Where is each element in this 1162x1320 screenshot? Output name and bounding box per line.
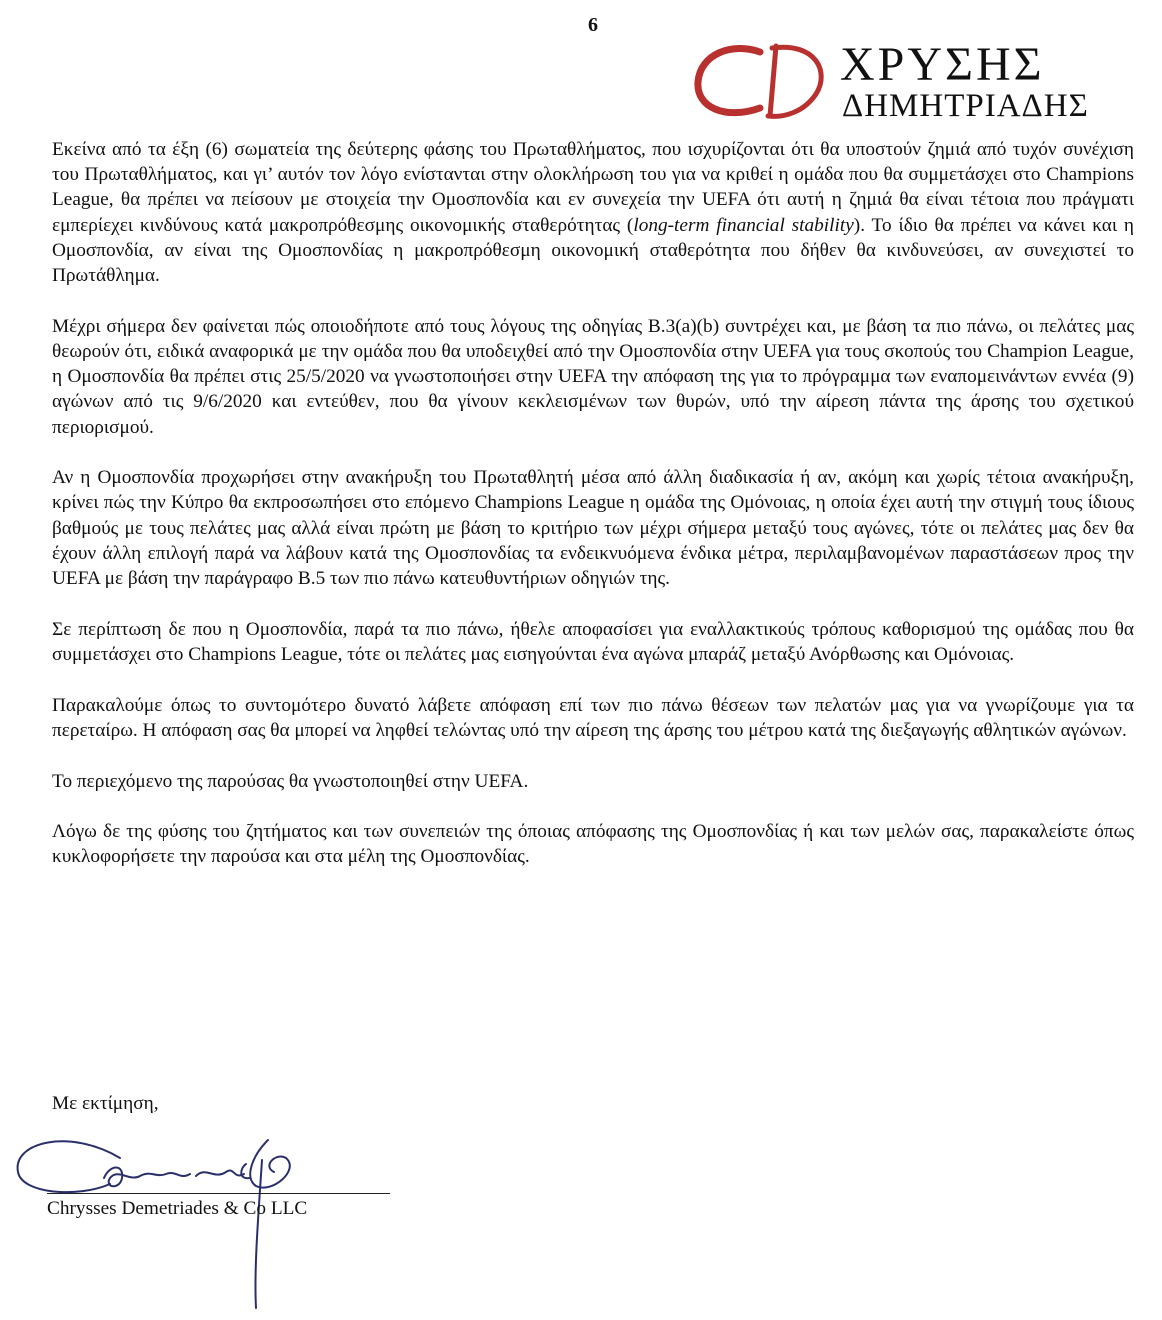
paragraph-5: Παρακαλούμε όπως το συντομότερο δυνατό λάβετε απόφαση επί των πιο πάνω θέσεων των πελατών μας για να γνωρίζουμε για τα περεταίρω. Η απόφαση σας θα μπορεί να ληφθεί τελώντας υπό την αίρεση της άρσης του μέτρου κατά της διεξαγωγής αθλητικών αγώνων. [52, 694, 1134, 741]
cd-monogram-icon [692, 38, 842, 124]
letterhead-logo [692, 38, 1142, 124]
firm-name-line1: ΧΡΥΣΗΣ [840, 38, 1045, 91]
emphasis-term: long-term financial stability [633, 214, 854, 236]
paragraph-2: Μέχρι σήμερα δεν φαίνεται πώς οποιοδήποτε από τους λόγους της οδηγίας Β.3(a)(b) συντρέχει και, με βάση τα πιο πάνω, οι πελάτες μας θεωρούν ότι, ειδικά αναφορικά με την ομάδα που θα υποδειχθεί από την Ομοσπονδία στην UEFA για τους σκοπούς του Champion League, η Ομοσπονδία θα πρέπει στις 25/5/2020 να γνωστοποιήσει στην UEFA την απόφαση της για το πρόγραμμα των εναπομεινάντων εννέα (9) αγώνων από τις 9/6/2020 και εντεύθεν, που θα γίνουν κεκλεισμένων των θυρών, υπό την αίρεση πάντα της άρσης του σχετικού περιορισμού. [52, 315, 1134, 438]
paragraph-7: Λόγω δε της φύσης του ζητήματος και των συνεπειών της όποιας απόφασης της Ομοσπονδίας ή και των μελών σας, παρακαλείστε όπως κυκλοφορήσετε την παρούσα και στα μέλη της Ομοσπονδίας. [52, 821, 1134, 868]
closing-salutation: Με εκτίμηση, [52, 1093, 159, 1114]
signer-name: Chrysses Demetriades & Co LLC [47, 1198, 308, 1219]
paragraph-3: Αν η Ομοσπονδία προχωρήσει στην ανακήρυξη του Πρωταθλητή μέσα από άλλη διαδικασία ή αν, ακόμη και χωρίς τέτοια ανακήρυξη, κρίνει πώς την Κύπρο θα εκπροσωπήσει στο επόμενο Champions League η ομάδα της Ομόνοιας, η οποία έχει αυτή την στιγμή τους ίδιους βαθμούς με τους πελάτες μας αλλά είναι πρώτη με βάση το κριτήριο των μέχρι σήμερα μεταξύ τους αγώνες, τότε οι πελάτες μας δεν θα έχουν άλλη επιλογή παρά να λάβουν κατά της Ομοσπονδίας τα ενδεικνυόμενα ένδικα μέτρα, περιλαμβανομένων παραστάσεων προς την UEFA με βάση την παράγραφο Β.5 των πιο πάνω κατευθυντήριων οδηγιών της. [52, 467, 1134, 590]
paragraph-1: Εκείνα από τα έξη (6) σωματεία της δεύτερης φάσης του Πρωταθλήματος, που ισχυρίζονται ότι θα υποστούν ζημιά από τυχόν συνέχιση του Πρωταθλήματος, και γι’ αυτόν τον λόγο ενίστανται στην ολοκλήρωση του για να κριθεί η ομάδα που θα συμμετάσχει στο Champions League, θα πρέπει να πείσουν με στοιχεία την Ομοσπονδία και εν συνεχεία την UEFA ότι αυτή η ζημιά θα είναι τέτοια που πράγματι εμπερίεχει κινδύνους κατά μακροπρόθεσμης οικονομικής σταθερότητας (long-term financial stability). Το ίδιο θα πρέπει να κάνει και η Ομοσπονδία, αν είναι της Ομοσπονδίας η μακροπρόθεσμη οικονομική σταθερότητα που δήθεν θα κινδυνεύσει, αν συνεχιστεί το Πρωτάθλημα. [52, 139, 1134, 287]
letter-body [52, 137, 1134, 870]
handwritten-signature [0, 1120, 320, 1320]
firm-name-line2: ΔΗΜΗΤΡΙΑΔΗΣ [842, 88, 1089, 124]
paragraph-4: Σε περίπτωση δε που η Ομοσπονδία, παρά τα πιο πάνω, ήθελε αποφασίσει για εναλλακτικούς τρόπους καθορισμού της ομάδας που θα συμμετάσχει στο Champions League, τότε οι πελάτες μας εισηγούνται ένα αγώνα μπαράζ μεταξύ Ανόρθωσης και Ομόνοιας. [52, 618, 1134, 665]
page-number: 6 [588, 14, 598, 36]
signature-line [47, 1193, 390, 1194]
paragraph-6: Το περιεχόμενο της παρούσας θα γνωστοποιηθεί στην UEFA. [52, 770, 529, 792]
